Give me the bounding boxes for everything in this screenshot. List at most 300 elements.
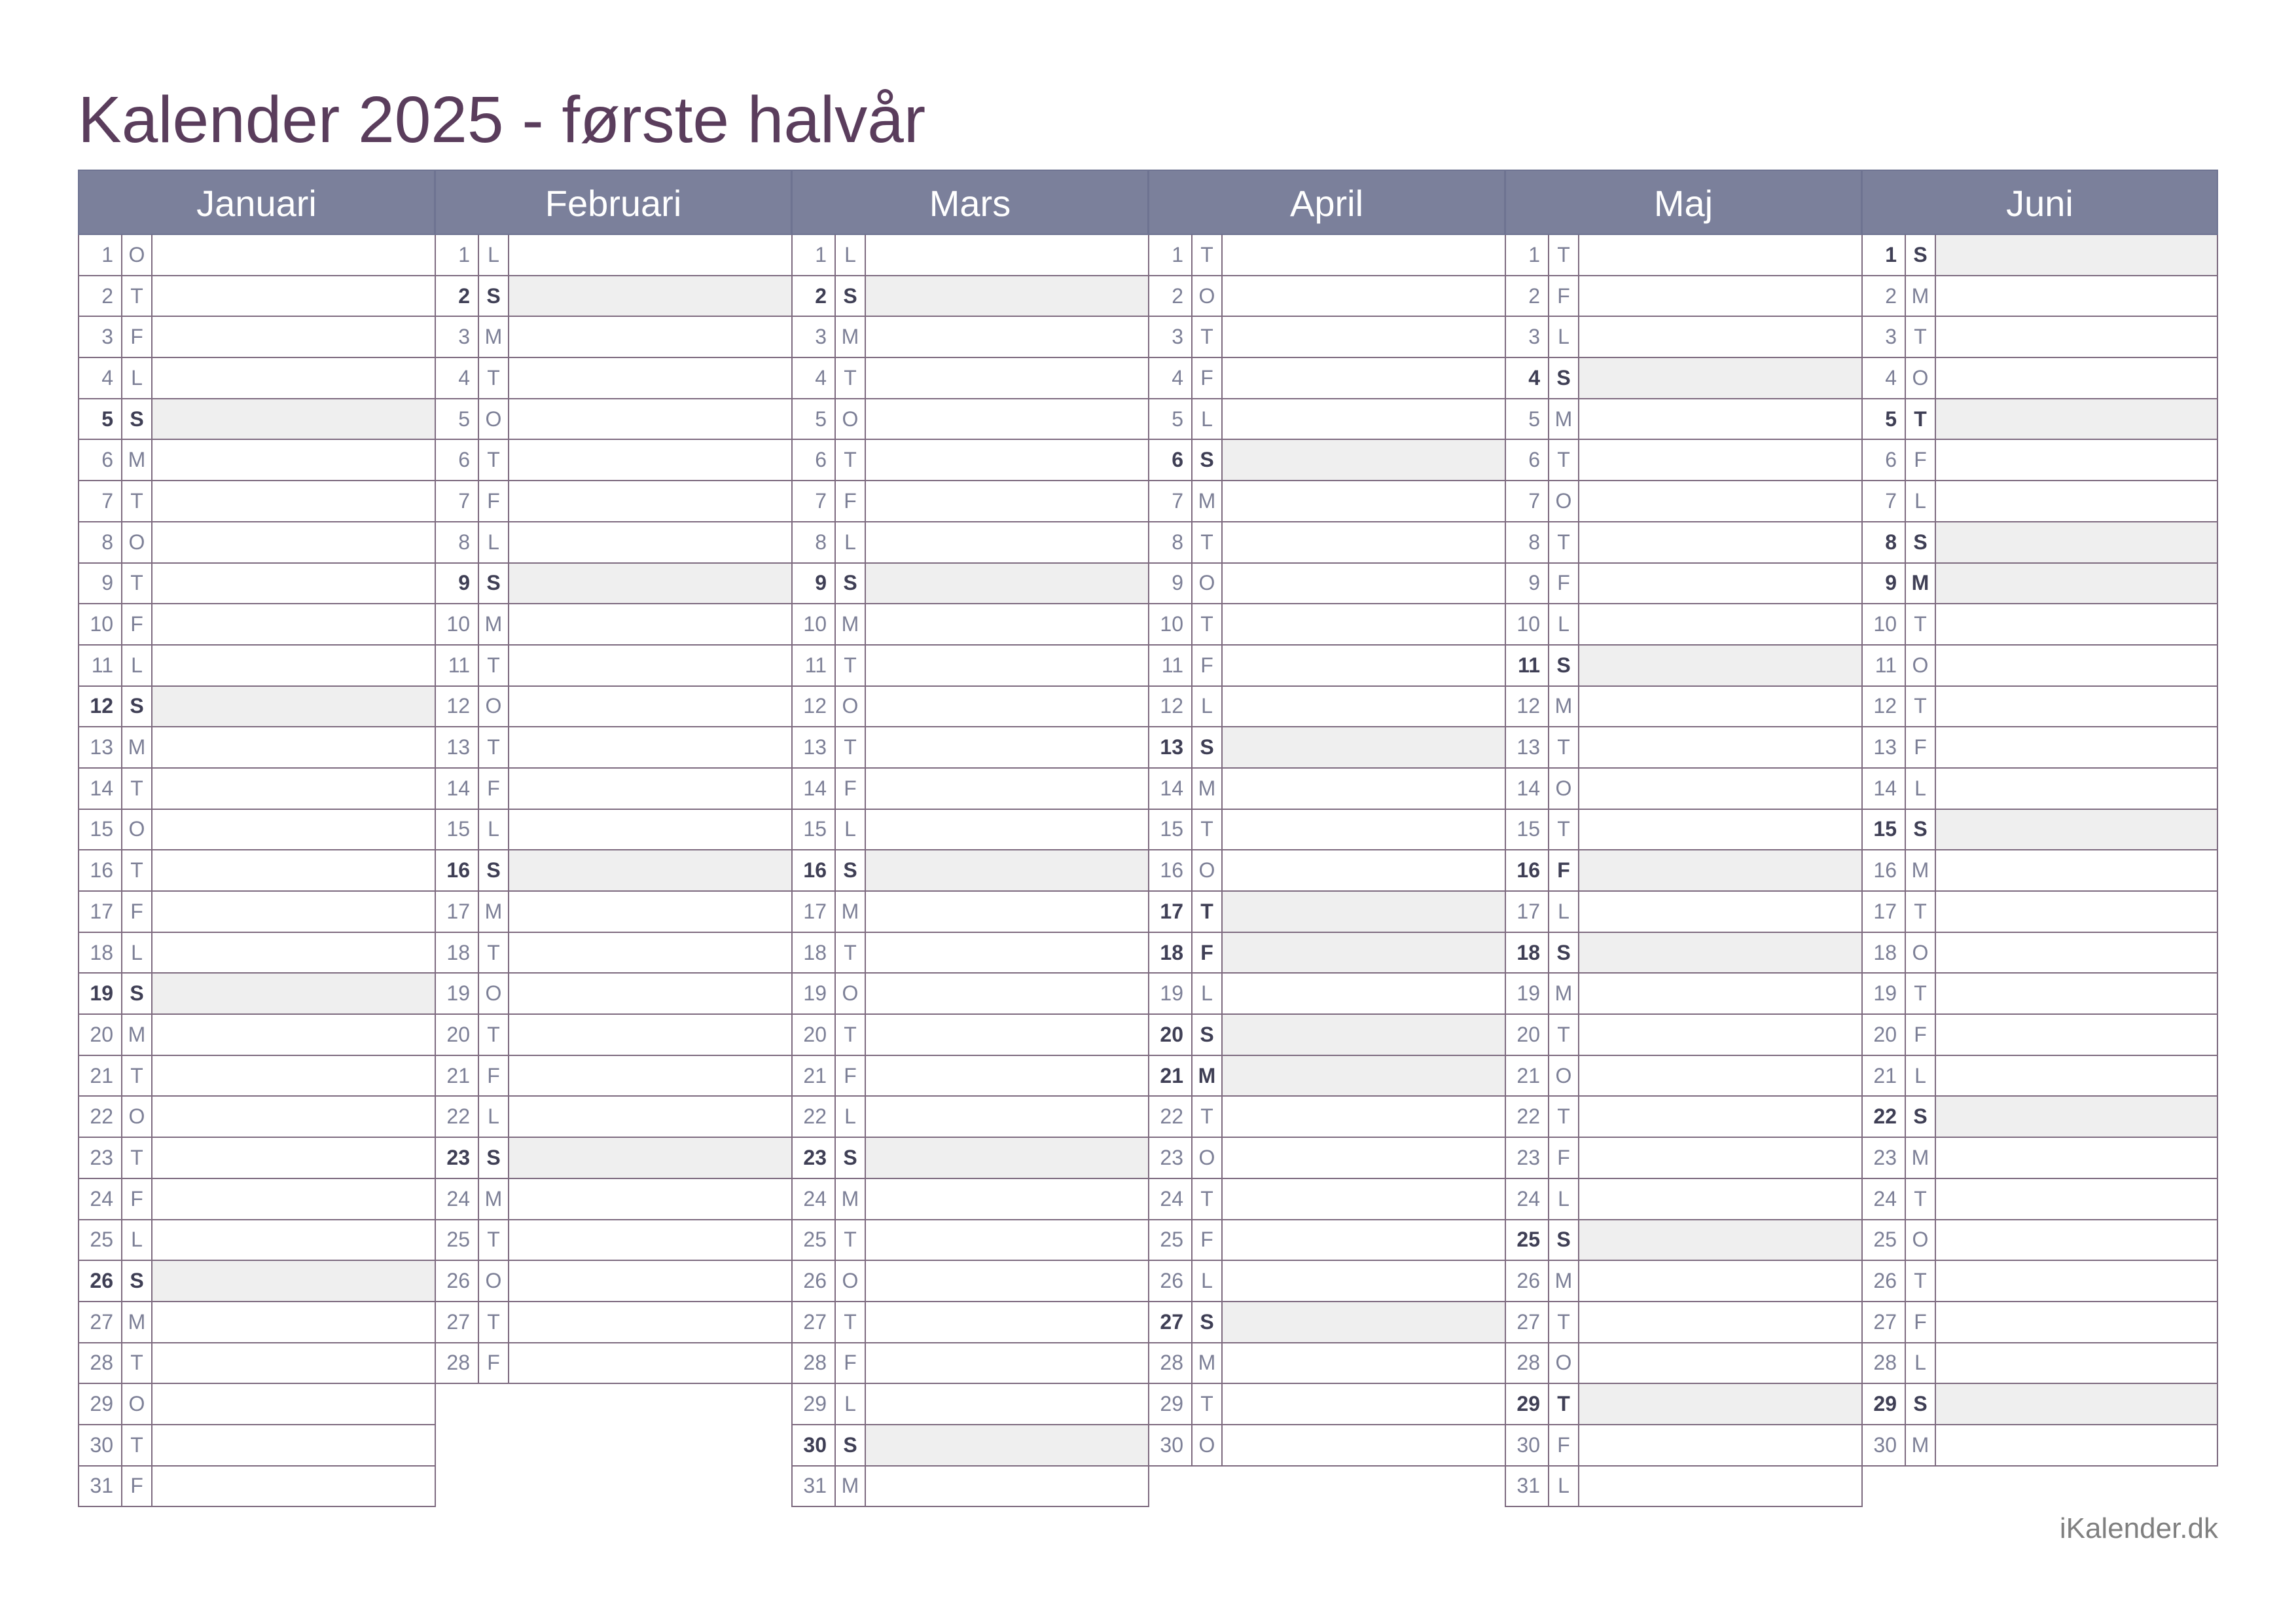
day-row[interactable] bbox=[1861, 1384, 2218, 1425]
day-row[interactable] bbox=[1148, 1015, 1506, 1056]
day-row[interactable] bbox=[78, 399, 436, 441]
day-row[interactable] bbox=[1505, 440, 1863, 481]
day-note-cell[interactable] bbox=[1579, 974, 1861, 1013]
day-note-cell[interactable] bbox=[509, 276, 791, 316]
day-note-cell[interactable] bbox=[1936, 604, 2217, 644]
day-note-cell[interactable] bbox=[1936, 317, 2217, 357]
day-note-cell[interactable] bbox=[1579, 276, 1861, 316]
day-row[interactable] bbox=[78, 235, 436, 276]
day-note-cell[interactable] bbox=[866, 358, 1148, 398]
day-row[interactable] bbox=[1148, 687, 1506, 728]
day-note-cell[interactable] bbox=[152, 892, 435, 932]
day-row[interactable] bbox=[435, 1138, 793, 1179]
day-note-cell[interactable] bbox=[1936, 1302, 2217, 1342]
day-row[interactable] bbox=[1505, 1384, 1863, 1425]
day-row[interactable] bbox=[1505, 522, 1863, 564]
day-note-cell[interactable] bbox=[509, 440, 791, 480]
day-note-cell[interactable] bbox=[866, 440, 1148, 480]
day-note-cell[interactable] bbox=[1936, 974, 2217, 1013]
day-row[interactable] bbox=[1505, 1343, 1863, 1385]
day-row[interactable] bbox=[78, 1015, 436, 1056]
day-row[interactable] bbox=[1505, 1015, 1863, 1056]
day-note-cell[interactable] bbox=[866, 399, 1148, 439]
day-row[interactable] bbox=[78, 1138, 436, 1179]
day-note-cell[interactable] bbox=[509, 769, 791, 809]
day-note-cell[interactable] bbox=[1936, 1384, 2217, 1424]
day-row[interactable] bbox=[1861, 522, 2218, 564]
day-row[interactable] bbox=[1861, 440, 2218, 481]
day-note-cell[interactable] bbox=[1936, 276, 2217, 316]
day-row[interactable] bbox=[1861, 1056, 2218, 1097]
day-note-cell[interactable] bbox=[1223, 1138, 1505, 1178]
day-row[interactable] bbox=[791, 317, 1149, 358]
day-note-cell[interactable] bbox=[1579, 522, 1861, 562]
day-note-cell[interactable] bbox=[1936, 892, 2217, 932]
day-row[interactable] bbox=[78, 564, 436, 605]
day-note-cell[interactable] bbox=[1579, 1220, 1861, 1260]
day-row[interactable] bbox=[78, 850, 436, 892]
day-row[interactable] bbox=[1148, 1179, 1506, 1220]
day-row[interactable] bbox=[791, 1179, 1149, 1220]
day-note-cell[interactable] bbox=[509, 1097, 791, 1137]
day-row[interactable] bbox=[1861, 1138, 2218, 1179]
day-note-cell[interactable] bbox=[866, 727, 1148, 767]
day-row[interactable] bbox=[435, 1302, 793, 1343]
day-row[interactable] bbox=[791, 810, 1149, 851]
day-row[interactable] bbox=[78, 810, 436, 851]
day-note-cell[interactable] bbox=[1223, 276, 1505, 316]
day-row[interactable] bbox=[791, 1425, 1149, 1467]
day-note-cell[interactable] bbox=[509, 727, 791, 767]
day-note-cell[interactable] bbox=[152, 727, 435, 767]
day-row[interactable] bbox=[791, 769, 1149, 810]
day-row[interactable] bbox=[1861, 1015, 2218, 1056]
day-note-cell[interactable] bbox=[1223, 810, 1505, 850]
day-row[interactable] bbox=[1505, 933, 1863, 974]
day-row[interactable] bbox=[791, 358, 1149, 399]
day-note-cell[interactable] bbox=[1936, 399, 2217, 439]
day-note-cell[interactable] bbox=[152, 564, 435, 604]
day-row[interactable] bbox=[1148, 1138, 1506, 1179]
day-row[interactable] bbox=[78, 1261, 436, 1302]
day-note-cell[interactable] bbox=[509, 892, 791, 932]
day-row[interactable] bbox=[1861, 1343, 2218, 1385]
day-row[interactable] bbox=[78, 522, 436, 564]
day-row[interactable] bbox=[1505, 276, 1863, 318]
day-row[interactable] bbox=[1505, 564, 1863, 605]
day-row[interactable] bbox=[435, 235, 793, 276]
day-note-cell[interactable] bbox=[1936, 1261, 2217, 1301]
day-row[interactable] bbox=[435, 646, 793, 687]
day-note-cell[interactable] bbox=[866, 604, 1148, 644]
day-note-cell[interactable] bbox=[1579, 235, 1861, 275]
day-row[interactable] bbox=[1148, 1097, 1506, 1138]
day-row[interactable] bbox=[1148, 1261, 1506, 1302]
day-row[interactable] bbox=[1148, 522, 1506, 564]
day-note-cell[interactable] bbox=[866, 1384, 1148, 1424]
day-row[interactable] bbox=[1148, 564, 1506, 605]
day-row[interactable] bbox=[1861, 399, 2218, 441]
day-note-cell[interactable] bbox=[1936, 235, 2217, 275]
day-note-cell[interactable] bbox=[1223, 1179, 1505, 1219]
day-row[interactable] bbox=[78, 481, 436, 522]
day-row[interactable] bbox=[791, 440, 1149, 481]
day-row[interactable] bbox=[1861, 687, 2218, 728]
day-note-cell[interactable] bbox=[1579, 810, 1861, 850]
day-note-cell[interactable] bbox=[1223, 687, 1505, 727]
day-row[interactable] bbox=[1505, 687, 1863, 728]
day-note-cell[interactable] bbox=[866, 1467, 1148, 1506]
day-note-cell[interactable] bbox=[152, 1384, 435, 1424]
day-row[interactable] bbox=[78, 687, 436, 728]
day-row[interactable] bbox=[1148, 317, 1506, 358]
day-row[interactable] bbox=[1861, 727, 2218, 769]
day-row[interactable] bbox=[78, 892, 436, 933]
day-row[interactable] bbox=[791, 1015, 1149, 1056]
day-row[interactable] bbox=[791, 1302, 1149, 1343]
day-row[interactable] bbox=[1148, 1056, 1506, 1097]
day-row[interactable] bbox=[435, 1343, 793, 1385]
day-row[interactable] bbox=[435, 399, 793, 441]
day-note-cell[interactable] bbox=[1223, 1384, 1505, 1424]
day-note-cell[interactable] bbox=[152, 1467, 435, 1506]
day-row[interactable] bbox=[435, 1056, 793, 1097]
day-row[interactable] bbox=[1148, 974, 1506, 1015]
day-row[interactable] bbox=[1505, 810, 1863, 851]
day-note-cell[interactable] bbox=[152, 481, 435, 521]
day-note-cell[interactable] bbox=[509, 1302, 791, 1342]
day-note-cell[interactable] bbox=[1223, 235, 1505, 275]
day-row[interactable] bbox=[1505, 1261, 1863, 1302]
day-note-cell[interactable] bbox=[1936, 1425, 2217, 1465]
day-row[interactable] bbox=[1148, 1384, 1506, 1425]
day-note-cell[interactable] bbox=[152, 522, 435, 562]
day-row[interactable] bbox=[791, 1384, 1149, 1425]
day-note-cell[interactable] bbox=[1579, 358, 1861, 398]
day-note-cell[interactable] bbox=[1579, 933, 1861, 973]
day-note-cell[interactable] bbox=[1936, 727, 2217, 767]
day-row[interactable] bbox=[1861, 810, 2218, 851]
day-note-cell[interactable] bbox=[866, 564, 1148, 604]
day-note-cell[interactable] bbox=[866, 522, 1148, 562]
day-note-cell[interactable] bbox=[1579, 604, 1861, 644]
day-note-cell[interactable] bbox=[1223, 1220, 1505, 1260]
day-note-cell[interactable] bbox=[866, 276, 1148, 316]
day-row[interactable] bbox=[1505, 358, 1863, 399]
day-row[interactable] bbox=[791, 1138, 1149, 1179]
day-row[interactable] bbox=[78, 604, 436, 646]
day-note-cell[interactable] bbox=[1579, 1343, 1861, 1383]
day-note-cell[interactable] bbox=[1223, 564, 1505, 604]
day-row[interactable] bbox=[1148, 440, 1506, 481]
day-row[interactable] bbox=[1861, 850, 2218, 892]
day-note-cell[interactable] bbox=[152, 1179, 435, 1219]
day-row[interactable] bbox=[435, 1097, 793, 1138]
day-note-cell[interactable] bbox=[152, 646, 435, 685]
day-row[interactable] bbox=[435, 604, 793, 646]
day-note-cell[interactable] bbox=[1579, 481, 1861, 521]
day-row[interactable] bbox=[78, 1302, 436, 1343]
day-note-cell[interactable] bbox=[1223, 933, 1505, 973]
day-row[interactable] bbox=[1148, 933, 1506, 974]
day-note-cell[interactable] bbox=[152, 1343, 435, 1383]
day-note-cell[interactable] bbox=[152, 1261, 435, 1301]
day-note-cell[interactable] bbox=[866, 1179, 1148, 1219]
day-note-cell[interactable] bbox=[509, 1343, 791, 1383]
day-row[interactable] bbox=[1505, 850, 1863, 892]
day-note-cell[interactable] bbox=[509, 604, 791, 644]
day-note-cell[interactable] bbox=[866, 1015, 1148, 1055]
day-row[interactable] bbox=[1148, 399, 1506, 441]
day-note-cell[interactable] bbox=[1223, 1097, 1505, 1137]
day-row[interactable] bbox=[791, 1220, 1149, 1262]
day-row[interactable] bbox=[791, 892, 1149, 933]
day-note-cell[interactable] bbox=[1223, 1343, 1505, 1383]
day-row[interactable] bbox=[791, 1056, 1149, 1097]
day-note-cell[interactable] bbox=[1579, 687, 1861, 727]
day-row[interactable] bbox=[791, 276, 1149, 318]
day-note-cell[interactable] bbox=[1223, 1425, 1505, 1465]
day-note-cell[interactable] bbox=[152, 769, 435, 809]
day-row[interactable] bbox=[1505, 1302, 1863, 1343]
day-note-cell[interactable] bbox=[1223, 440, 1505, 480]
day-row[interactable] bbox=[78, 769, 436, 810]
day-note-cell[interactable] bbox=[1579, 727, 1861, 767]
day-note-cell[interactable] bbox=[1579, 399, 1861, 439]
day-row[interactable] bbox=[791, 1467, 1149, 1508]
day-note-cell[interactable] bbox=[509, 1056, 791, 1096]
day-note-cell[interactable] bbox=[1936, 1056, 2217, 1096]
day-note-cell[interactable] bbox=[866, 892, 1148, 932]
day-row[interactable] bbox=[1861, 1097, 2218, 1138]
day-row[interactable] bbox=[78, 1384, 436, 1425]
day-note-cell[interactable] bbox=[509, 850, 791, 890]
day-row[interactable] bbox=[1861, 358, 2218, 399]
day-note-cell[interactable] bbox=[1936, 810, 2217, 850]
day-note-cell[interactable] bbox=[152, 687, 435, 727]
day-note-cell[interactable] bbox=[509, 564, 791, 604]
day-row[interactable] bbox=[1861, 317, 2218, 358]
day-row[interactable] bbox=[1148, 1343, 1506, 1385]
day-note-cell[interactable] bbox=[152, 810, 435, 850]
day-note-cell[interactable] bbox=[866, 1302, 1148, 1342]
day-note-cell[interactable] bbox=[509, 1220, 791, 1260]
day-note-cell[interactable] bbox=[1936, 687, 2217, 727]
day-row[interactable] bbox=[1148, 358, 1506, 399]
day-note-cell[interactable] bbox=[152, 1097, 435, 1137]
day-row[interactable] bbox=[1148, 276, 1506, 318]
day-row[interactable] bbox=[78, 933, 436, 974]
day-note-cell[interactable] bbox=[1223, 522, 1505, 562]
day-row[interactable] bbox=[1148, 235, 1506, 276]
day-row[interactable] bbox=[1148, 769, 1506, 810]
day-note-cell[interactable] bbox=[152, 850, 435, 890]
day-note-cell[interactable] bbox=[152, 235, 435, 275]
day-row[interactable] bbox=[435, 1261, 793, 1302]
day-note-cell[interactable] bbox=[1223, 769, 1505, 809]
day-note-cell[interactable] bbox=[152, 1425, 435, 1465]
day-note-cell[interactable] bbox=[509, 317, 791, 357]
day-row[interactable] bbox=[435, 522, 793, 564]
day-note-cell[interactable] bbox=[1223, 850, 1505, 890]
day-row[interactable] bbox=[78, 276, 436, 318]
day-note-cell[interactable] bbox=[152, 1220, 435, 1260]
day-row[interactable] bbox=[78, 1056, 436, 1097]
day-note-cell[interactable] bbox=[509, 974, 791, 1013]
day-note-cell[interactable] bbox=[866, 1138, 1148, 1178]
day-note-cell[interactable] bbox=[866, 974, 1148, 1013]
day-row[interactable] bbox=[1861, 235, 2218, 276]
day-note-cell[interactable] bbox=[1579, 564, 1861, 604]
day-note-cell[interactable] bbox=[866, 850, 1148, 890]
day-row[interactable] bbox=[78, 358, 436, 399]
day-note-cell[interactable] bbox=[866, 1343, 1148, 1383]
day-note-cell[interactable] bbox=[1579, 1261, 1861, 1301]
day-note-cell[interactable] bbox=[1936, 1220, 2217, 1260]
day-row[interactable] bbox=[1505, 235, 1863, 276]
day-note-cell[interactable] bbox=[1223, 399, 1505, 439]
day-row[interactable] bbox=[791, 1097, 1149, 1138]
day-row[interactable] bbox=[78, 646, 436, 687]
day-row[interactable] bbox=[1148, 646, 1506, 687]
day-row[interactable] bbox=[791, 522, 1149, 564]
day-note-cell[interactable] bbox=[1579, 646, 1861, 685]
day-row[interactable] bbox=[78, 1097, 436, 1138]
day-row[interactable] bbox=[1505, 481, 1863, 522]
day-row[interactable] bbox=[1861, 974, 2218, 1015]
day-note-cell[interactable] bbox=[152, 317, 435, 357]
day-row[interactable] bbox=[1861, 276, 2218, 318]
day-note-cell[interactable] bbox=[1223, 892, 1505, 932]
day-row[interactable] bbox=[1505, 892, 1863, 933]
day-row[interactable] bbox=[1861, 481, 2218, 522]
day-row[interactable] bbox=[791, 564, 1149, 605]
day-row[interactable] bbox=[791, 933, 1149, 974]
day-note-cell[interactable] bbox=[152, 358, 435, 398]
day-note-cell[interactable] bbox=[152, 1302, 435, 1342]
day-note-cell[interactable] bbox=[1579, 1138, 1861, 1178]
day-row[interactable] bbox=[1861, 769, 2218, 810]
day-note-cell[interactable] bbox=[1223, 646, 1505, 685]
day-note-cell[interactable] bbox=[509, 235, 791, 275]
day-note-cell[interactable] bbox=[152, 440, 435, 480]
day-note-cell[interactable] bbox=[866, 933, 1148, 973]
day-note-cell[interactable] bbox=[1936, 440, 2217, 480]
day-row[interactable] bbox=[1861, 933, 2218, 974]
day-note-cell[interactable] bbox=[509, 522, 791, 562]
day-note-cell[interactable] bbox=[1223, 317, 1505, 357]
day-row[interactable] bbox=[435, 974, 793, 1015]
day-note-cell[interactable] bbox=[866, 317, 1148, 357]
day-row[interactable] bbox=[1148, 481, 1506, 522]
day-note-cell[interactable] bbox=[152, 604, 435, 644]
day-note-cell[interactable] bbox=[1936, 769, 2217, 809]
day-row[interactable] bbox=[78, 1220, 436, 1262]
day-note-cell[interactable] bbox=[1936, 1343, 2217, 1383]
day-row[interactable] bbox=[435, 769, 793, 810]
day-row[interactable] bbox=[791, 481, 1149, 522]
day-row[interactable] bbox=[1505, 1056, 1863, 1097]
day-row[interactable] bbox=[1505, 727, 1863, 769]
day-note-cell[interactable] bbox=[152, 1015, 435, 1055]
day-note-cell[interactable] bbox=[152, 276, 435, 316]
day-row[interactable] bbox=[435, 810, 793, 851]
day-row[interactable] bbox=[435, 276, 793, 318]
day-row[interactable] bbox=[435, 933, 793, 974]
day-note-cell[interactable] bbox=[1936, 933, 2217, 973]
day-row[interactable] bbox=[791, 850, 1149, 892]
day-row[interactable] bbox=[1861, 1261, 2218, 1302]
day-row[interactable] bbox=[791, 974, 1149, 1015]
day-row[interactable] bbox=[791, 399, 1149, 441]
day-note-cell[interactable] bbox=[1936, 481, 2217, 521]
day-note-cell[interactable] bbox=[1223, 481, 1505, 521]
day-row[interactable] bbox=[1861, 1179, 2218, 1220]
day-note-cell[interactable] bbox=[1579, 1302, 1861, 1342]
day-row[interactable] bbox=[1505, 604, 1863, 646]
day-row[interactable] bbox=[791, 1261, 1149, 1302]
day-row[interactable] bbox=[78, 440, 436, 481]
day-note-cell[interactable] bbox=[1936, 358, 2217, 398]
day-row[interactable] bbox=[78, 974, 436, 1015]
day-note-cell[interactable] bbox=[509, 646, 791, 685]
day-row[interactable] bbox=[1505, 1097, 1863, 1138]
day-row[interactable] bbox=[1505, 1467, 1863, 1508]
day-note-cell[interactable] bbox=[1223, 1015, 1505, 1055]
day-row[interactable] bbox=[435, 358, 793, 399]
day-note-cell[interactable] bbox=[1936, 564, 2217, 604]
day-note-cell[interactable] bbox=[1579, 892, 1861, 932]
day-note-cell[interactable] bbox=[509, 481, 791, 521]
day-note-cell[interactable] bbox=[509, 687, 791, 727]
day-note-cell[interactable] bbox=[1579, 850, 1861, 890]
day-row[interactable] bbox=[791, 1343, 1149, 1385]
day-row[interactable] bbox=[1505, 974, 1863, 1015]
day-note-cell[interactable] bbox=[1579, 1425, 1861, 1465]
day-note-cell[interactable] bbox=[1579, 1015, 1861, 1055]
day-row[interactable] bbox=[791, 235, 1149, 276]
day-note-cell[interactable] bbox=[866, 235, 1148, 275]
day-row[interactable] bbox=[78, 1425, 436, 1467]
day-row[interactable] bbox=[1861, 1425, 2218, 1467]
day-note-cell[interactable] bbox=[152, 974, 435, 1013]
day-note-cell[interactable] bbox=[1936, 1179, 2217, 1219]
day-note-cell[interactable] bbox=[866, 646, 1148, 685]
day-row[interactable] bbox=[1148, 810, 1506, 851]
day-note-cell[interactable] bbox=[1579, 317, 1861, 357]
day-row[interactable] bbox=[78, 727, 436, 769]
day-note-cell[interactable] bbox=[1579, 1056, 1861, 1096]
day-note-cell[interactable] bbox=[1579, 1097, 1861, 1137]
day-row[interactable] bbox=[1505, 646, 1863, 687]
day-row[interactable] bbox=[78, 1343, 436, 1385]
day-row[interactable] bbox=[1148, 1425, 1506, 1467]
day-row[interactable] bbox=[1148, 727, 1506, 769]
day-row[interactable] bbox=[1505, 317, 1863, 358]
day-row[interactable] bbox=[1505, 769, 1863, 810]
day-row[interactable] bbox=[791, 727, 1149, 769]
day-row[interactable] bbox=[435, 1179, 793, 1220]
day-note-cell[interactable] bbox=[509, 1179, 791, 1219]
day-row[interactable] bbox=[435, 317, 793, 358]
day-note-cell[interactable] bbox=[1223, 727, 1505, 767]
day-note-cell[interactable] bbox=[152, 933, 435, 973]
day-note-cell[interactable] bbox=[866, 1220, 1148, 1260]
day-row[interactable] bbox=[435, 1220, 793, 1262]
day-note-cell[interactable] bbox=[1579, 1467, 1861, 1506]
day-note-cell[interactable] bbox=[509, 358, 791, 398]
day-row[interactable] bbox=[1505, 399, 1863, 441]
